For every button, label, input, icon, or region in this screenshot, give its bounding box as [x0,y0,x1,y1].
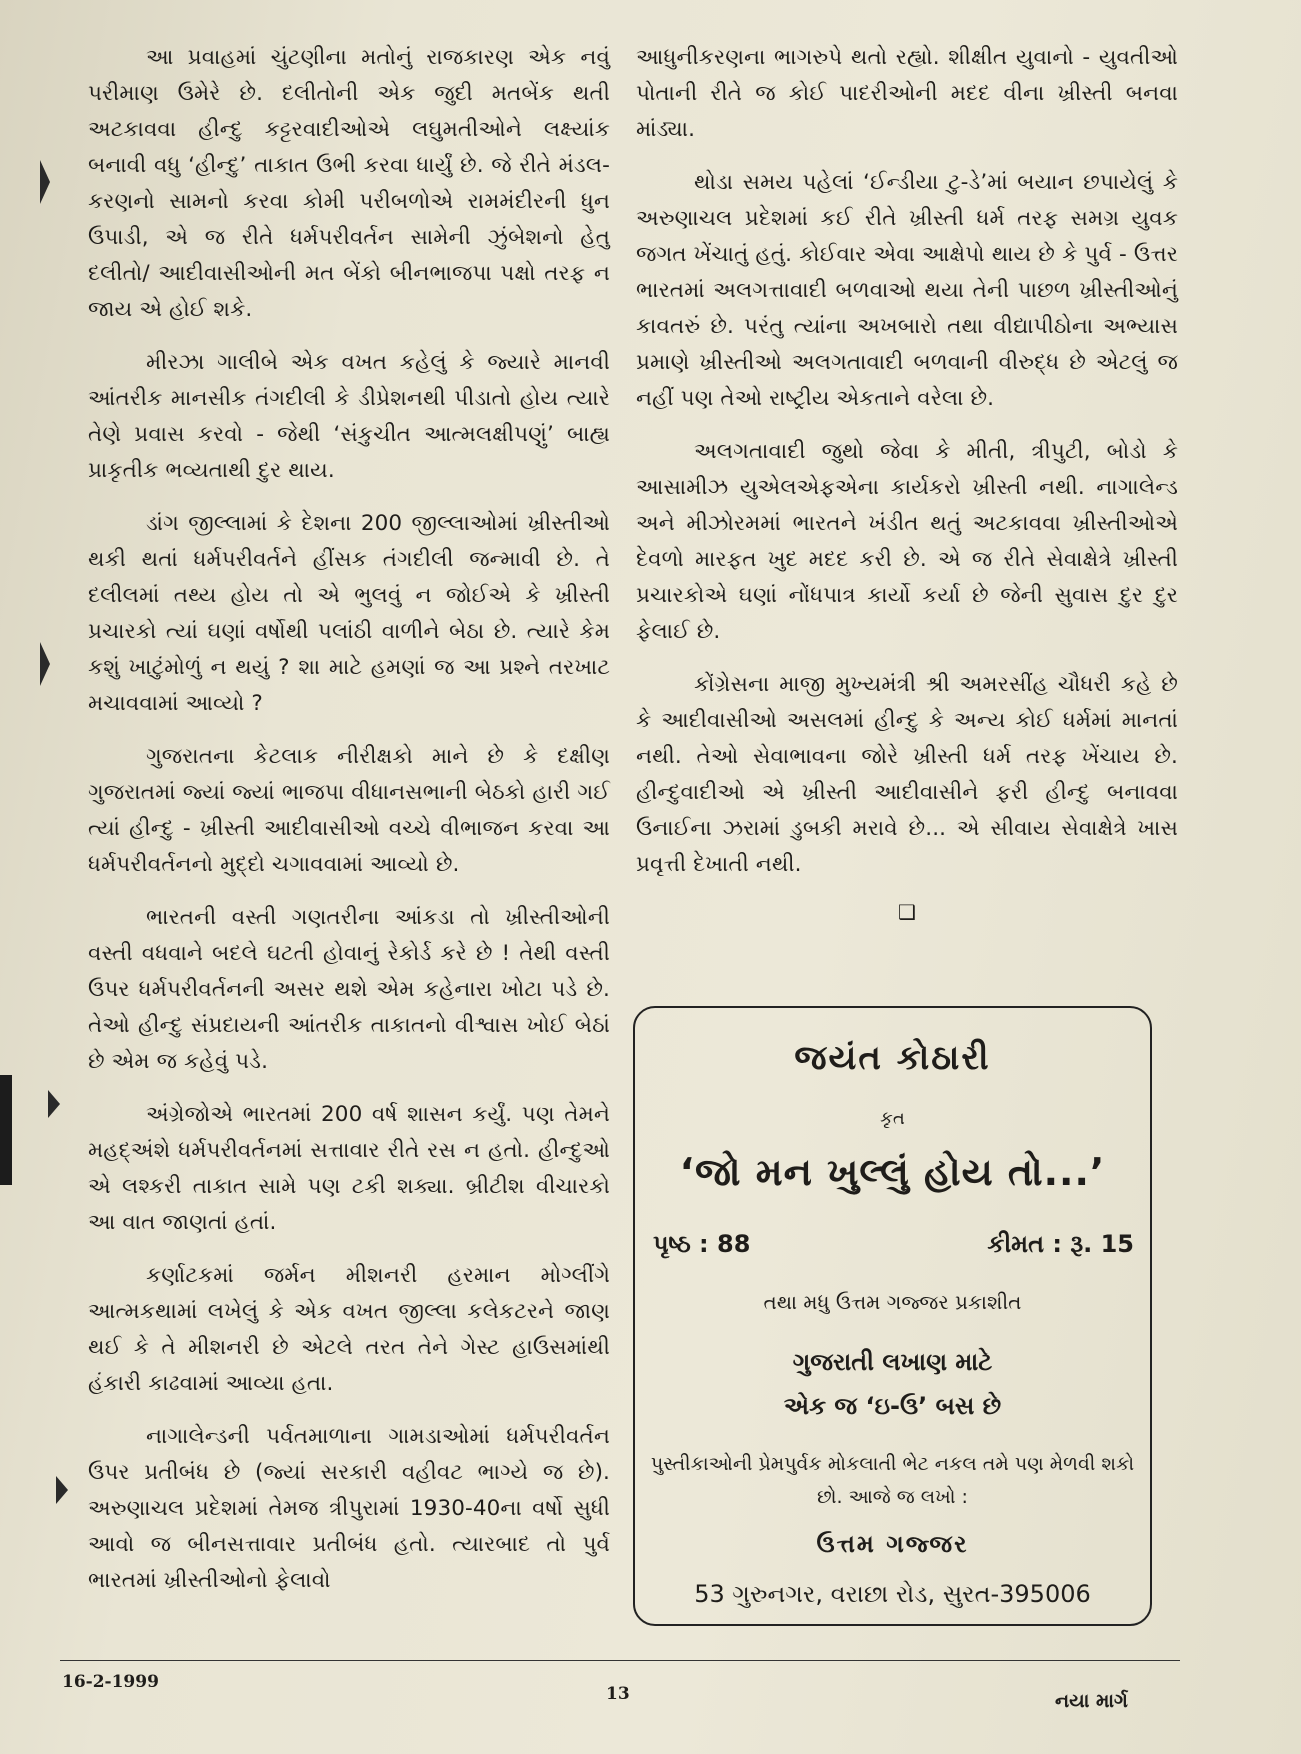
margin-marker [56,1476,68,1504]
paragraph: મીરઝા ગાલીબે એક વખત કહેલું કે જ્યારે માનવી આંતરીક માનસીક તંગદીલી કે ડીપ્રેશનથી પીડાતો હોય ત્યારે તેણે પ્રવાસ કરવો - જેથી ‘સંકુચીત આત્મલક્ષીપણું’ બાહ્ય પ્રાકૃતીક ભવ્યતાથી દુર થાય. [88,350,610,483]
left-column [88,40,610,1616]
paragraph: નાગાલેન્ડની પર્વતમાળાના ગામડાઓમાં ધર્મપરીવર્તન ઉપર પ્રતીબંધ છે (જ્યાં સરકારી વહીવટ ભાગ્યે જ છે). અરુણાચલ પ્રદેશમાં તેમજ ત્રીપુરામાં 1930-40ના વર્ષો સુધી આવો જ બીનસત્તાવાર પ્રતીબંધ હતો. ત્યારબાદ તો પુર્વ ભારતમાં ખ્રીસ્તીઓનો ફેલાવો [88,1424,610,1593]
paragraph: થોડા સમય પહેલાં ‘ઈન્ડીયા ટુ-ડે’માં બયાન છપાયેલું કે અરુણાચલ પ્રદેશમાં કઈ રીતે ખ્રીસ્તી ધર્મ તરફ સમગ્ર યુવક જગત ખેંચાતું હતું. કોઈવાર એવા આક્ષેપો થાય છે કે પુર્વ - ઉત્તર ભારતમાં અલગત્તાવાદી બળવાઓ થયા તેની પાછળ ખ્રીસ્તીઓનું કાવતરું છે. પરંતુ ત્યાંના અખબારો તથા વીદ્યાપીઠોના અભ્યાસ પ્રમાણે ખ્રીસ્તીઓ અલગતાવાદી બળવાની વીરુદ્ધ છે એટલું જ નહીં પણ તેઓ રાષ્ટ્રીય એકતાને વરેલા છે. [636,170,1178,411]
footer-divider [60,1660,1180,1661]
paragraph: આ પ્રવાહમાં ચુંટણીના મતોનું રાજકારણ એક નવું પરીમાણ ઉમેરે છે. દલીતોની એક જુદી મતબેંક થતી અટકાવવા હીન્દુ કટ્ટરવાદીઓએ લઘુમતીઓને લક્ષ્યાંક બનાવી વધુ ‘હીન્દુ’ તાકાત ઉભી કરવા ધાર્યું છે. જે રીતે મંડલ-કરણનો સામનો કરવા કોમી પરીબળોએ રામમંદીરની ધુન ઉપાડી, એ જ રીતે ધર્મપરીવર્તન સામેની ઝુંબેશનો હેતુ દલીતો/ આદીવાસીઓની મત બેંકો બીનભાજપા પક્ષો તરફ ન જાય એ હોઈ શકે. [88,45,610,322]
ad-contact-name: ઉત્તમ ગજ્જર [816,1530,969,1558]
paragraph: કોંગ્રેસના માજી મુખ્યમંત્રી શ્રી અમરસીંહ ચૌધરી કહે છે કે આદીવાસીઓ અસલમાં હીન્દુ કે અન્ય કોઈ ધર્મમાં માનતાં નથી. તેઓ સેવાભાવના જોરે ખ્રીસ્તી ધર્મ તરફ ખેંચાય છે. હીન્દુવાદીઓ એ ખ્રીસ્તી આદીવાસીને ફરી હીન્દુ બનાવવા ઉનાઈના ઝરામાં ડુબકી મરાવે છે... એ સીવાય સેવાક્ષેત્રે ખાસ પ્રવૃત્તી દેખાતી નથી. [636,672,1178,877]
margin-marker [40,642,50,686]
margin-marker [40,160,50,204]
paragraph: ગુજરાતના કેટલાક નીરીક્ષકો માને છે કે દક્ષીણ ગુજરાતમાં જ્યાં જ્યાં ભાજપા વીધાનસભાની બેઠકો હારી ગઈ ત્યાં હીન્દુ - ખ્રીસ્તી આદીવાસીઓ વચ્ચે વીભાજન કરવા આ ધર્મપરીવર્તનનો મુદ્દો ચગાવવામાં આવ્યો છે. [88,744,610,877]
paragraph: અલગતાવાદી જુથો જેવા કે મીતી, ત્રીપુટી, બોડો કે આસામીઝ યુએલએફએના કાર્યકરો ખ્રીસ્તી નથી. નાગાલેન્ડ અને મીઝોરમમાં ભારતને ખંડીત થતું અટકાવવા ખ્રીસ્તીઓએ દેવળો મારફત ખુદ મદદ કરી છે. એ જ રીતે સેવાક્ષેત્રે ખ્રીસ્તી પ્રચારકોએ ઘણાં નોંધપાત્ર કાર્યો કર્યા છે જેની સુવાસ દુર દુર ફેલાઈ છે. [636,439,1178,644]
end-of-article-mark: ❑ [898,900,916,924]
paragraph: આધુનીકરણના ભાગરુપે થતો રહ્યો. શીક્ષીત યુવાનો - યુવતીઓ પોતાની રીતે જ કોઈ પાદરીઓની મદદ વીના ખ્રીસ્તી બનવા માંડ્યા. [636,45,1178,142]
margin-marker [48,1090,60,1118]
ad-pages: પૃષ્ઠ : 88 [653,1230,751,1258]
right-column [636,40,1178,934]
paragraph: ડાંગ જીલ્લામાં કે દેશના 200 જીલ્લાઓમાં ખ્રીસ્તીઓ થકી થતાં ધર્મપરીવર્તને હીંસક તંગદીલી જન્માવી છે. તે દલીલમાં તથ્ય હોય તો એ ભુલવું ન જોઈએ કે ખ્રીસ્તી પ્રચારકો ત્યાં ઘણાં વર્ષોથી પલાંઠી વાળીને બેઠા છે. ત્યારે કેમ કશું ખાટુંમોળું ન થયું ? શા માટે હમણાં જ આ પ્રશ્ને તરખાટ મચાવવામાં આવ્યો ? [88,511,610,716]
ad-tagline: એક જ ‘ઇ-ઉ’ બસ છે [783,1392,1002,1420]
paragraph: ભારતની વસ્તી ગણતરીના આંકડા તો ખ્રીસ્તીઓની વસ્તી વધવાને બદલે ઘટતી હોવાનું રેકોર્ડ કરે છે ! તેથી વસ્તી ઉપર ધર્મપરીવર્તનની અસર થશે એમ કહેનારા ખોટા પડે છે. તેઓ હીન્દુ સંપ્રદાયની આંતરીક તાકાતનો વીશ્વાસ ખોઈ બેઠાં છે એમ જ કહેવું પડે. [88,905,610,1074]
ad-tagline: ગુજરાતી લખાણ માટે [792,1348,993,1376]
magazine-name: નયા માર્ગ [1055,1690,1128,1712]
paragraph: અંગ્રેજોએ ભારતમાં 200 વર્ષ શાસન કર્યું. પણ તેમને મહદ્અંશે ધર્મપરીવર્તનમાં સત્તાવાર રીતે રસ ન હતો. હીન્દુઓ એ લશ્કરી તાકાત સામે પણ ટકી શક્યા. બ્રીટીશ વીચારકો આ વાત જાણતાં હતાં. [88,1102,610,1235]
ad-address: 53 ગુરુનગર, વરાછા રોડ, સુરત-395006 [694,1580,1091,1608]
book-advertisement [633,1006,1152,1626]
page-number: 13 [606,1684,630,1704]
ad-book-title: ‘જો મન ખુલ્લું હોય તો...’ [679,1150,1106,1194]
issue-date: 16-2-1999 [62,1672,159,1692]
ad-publisher: તથા મધુ ઉત્તમ ગજ્જર પ્રકાશીત [763,1290,1022,1314]
paragraph: કર્ણાટકમાં જર્મન મીશનરી હરમાન મોગ્લીંગે આત્મકથામાં લખેલું કે એક વખત જીલ્લા કલેકટરને જાણ થઈ કે તે મીશનરી છે એટલે તરત તેને ગેસ્ટ હાઉસમાંથી હંકારી કાઢવામાં આવ્યા હતા. [88,1263,610,1396]
page-edge-shadow [0,1075,12,1185]
ad-price: કીમત : રૂ. 15 [987,1230,1134,1258]
ad-author: જયંત કોઠારી [794,1038,991,1078]
ad-krut: કૃત [880,1108,905,1129]
ad-offer-text: પુસ્તીકાઓની પ્રેમપુર્વક મોકલાતી ભેટ નકલ તમે પણ મેળવી શકો છો. આજે જ લખો : [650,1453,1135,1508]
